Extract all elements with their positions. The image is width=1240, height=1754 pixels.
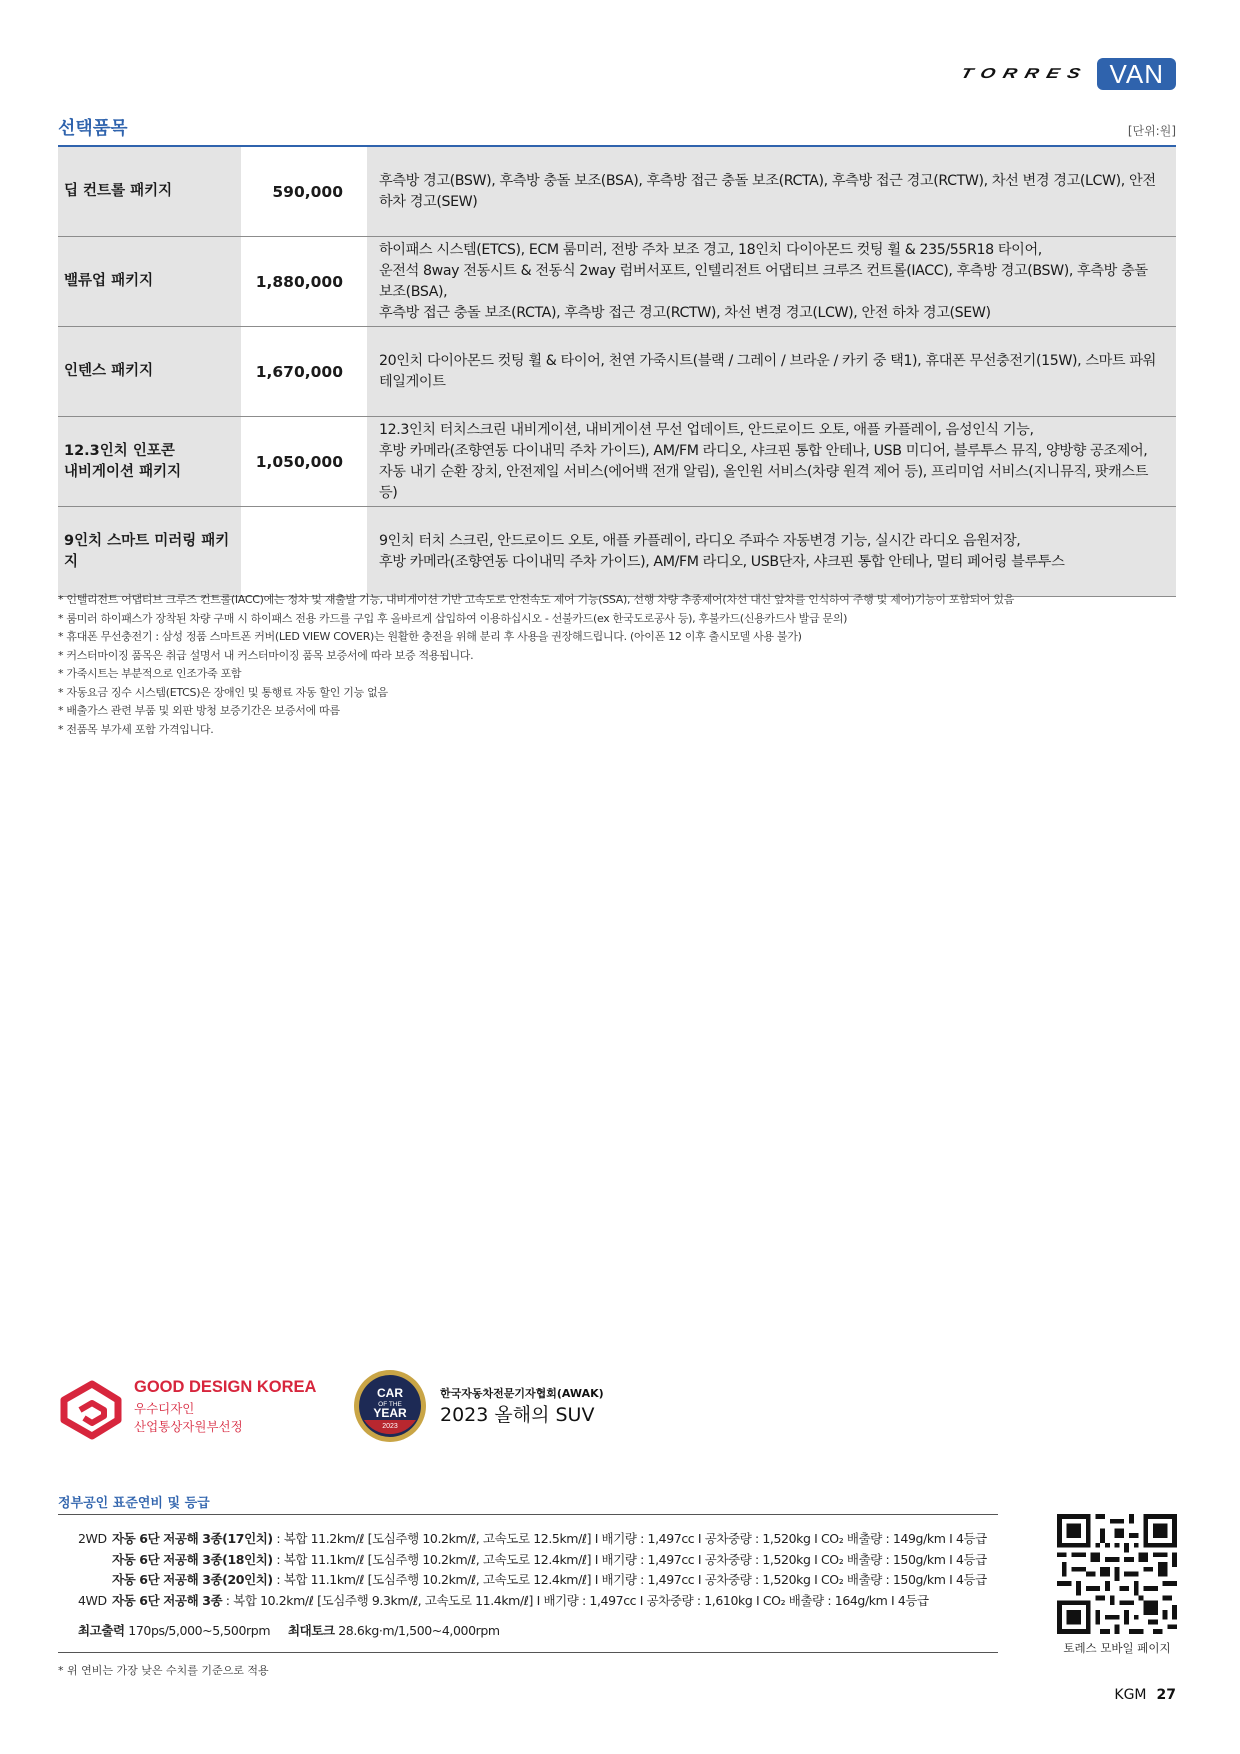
- note-item: * 인텔리전트 어댑티브 크루즈 컨트롤(IACC)에는 정차 및 재출발 기능, 내비게이션 기반 고속도로 안전속도 제어 기능(SSA), 선행 차량 추종제어(차선 대신 앞차를 인식하여 주행 및 제어)기능이 포함되어 있음: [58, 593, 1015, 606]
- fuel-trim-label: 자동 6단 저공해 3종(17인치): [112, 1531, 273, 1546]
- fuel-row: [78, 1550, 987, 1571]
- fuel-section-title: 정부공인 표준연비 및 등급: [58, 1496, 210, 1511]
- good-design-title: GOOD DESIGN KOREA: [134, 1378, 317, 1396]
- note-item: * 가죽시트는 부분적으로 인조가죽 포함: [58, 667, 242, 680]
- fuel-trim-label: 자동 6단 저공해 3종(18인치): [112, 1551, 273, 1567]
- good-design-award: [58, 1378, 318, 1446]
- coty-badge-year: 2023: [382, 1423, 398, 1430]
- option-description: [367, 417, 1176, 507]
- torque-value: 28.6kg·m/1,500~4,000rpm: [338, 1623, 500, 1638]
- fuel-spec: : 복합 11.2km/ℓ [도심주행 10.2km/ℓ, 고속도로 12.5km/ℓ] I 배기량 : 1,497cc I 공차중량 : 1,520kg I CO₂ 배출량 : 149g/km I 4등급: [272, 1531, 987, 1546]
- option-row: [58, 146, 1176, 237]
- performance-line: [78, 1621, 500, 1639]
- fuel-bottom-divider: [58, 1652, 998, 1653]
- option-price: 1,670,000: [241, 327, 367, 417]
- fuel-spec: : 복합 11.1km/ℓ [도심주행 10.2km/ℓ, 고속도로 12.4km/ℓ] I 배기량 : 1,497cc I 공차중량 : 1,520kg I CO₂ 배출량 : 150g/km I 4등급: [272, 1551, 987, 1567]
- fuel-trim-label: 자동 6단 저공해 3종(20인치): [112, 1572, 273, 1587]
- note-item: * 자동요금 징수 시스템(ETCS)은 장애인 및 통행료 자동 할인 기능 없음: [58, 685, 388, 699]
- option-description-line: 자동 내기 순환 장치, 안전제일 서비스(에어백 전개 알림), 올인원 서비스(차량 원격 제어 등), 프리미엄 서비스(지니뮤직, 팟캐스트 등): [379, 463, 1149, 501]
- option-row: [58, 327, 1176, 417]
- page-number: 27: [1156, 1687, 1176, 1703]
- option-row: [58, 417, 1176, 507]
- torque-label: 최대토크: [287, 1623, 335, 1638]
- good-design-line2: 산업통상자원부선정: [134, 1419, 243, 1434]
- van-badge: VAN: [1097, 58, 1176, 90]
- option-price: 1,880,000: [241, 237, 367, 327]
- fuel-row: [78, 1591, 987, 1612]
- option-name-line: 내비게이션 패키지: [64, 463, 182, 480]
- option-description-line: 9인치 터치 스크린, 안드로이드 오토, 애플 카플레이, 라디오 주파수 자동변경 기능, 실시간 라디오 음원저장,: [379, 532, 1021, 549]
- page-footer: [1114, 1687, 1176, 1703]
- option-name-line: 인텐스 패키지: [64, 363, 154, 379]
- note-item: * 커스터마이징 품목은 취급 설명서 내 커스터마이징 품목 보증서에 따라 보증 적용됩니다.: [58, 648, 474, 662]
- fuel-trim-label: 자동 6단 저공해 3종: [112, 1592, 223, 1608]
- option-name-line: 12.3인치 인포콘: [64, 442, 175, 459]
- notes-list: [58, 591, 1014, 739]
- good-design-logo-icon: [58, 1378, 124, 1440]
- option-name: [58, 146, 241, 237]
- option-price: 1,050,000: [241, 417, 367, 507]
- option-name: [58, 237, 241, 327]
- option-name-line: 9인치 스마트 미러링 패키지: [64, 532, 230, 570]
- fuel-top-divider: [58, 1514, 998, 1515]
- option-row: [58, 237, 1176, 327]
- good-design-subtitle: [134, 1400, 243, 1436]
- option-name: [58, 507, 241, 597]
- car-of-the-year-badge-icon: [352, 1368, 428, 1444]
- coty-title: 2023 올해의 SUV: [440, 1404, 595, 1426]
- option-description: [367, 237, 1176, 327]
- option-description-line: 하이패스 시스템(ETCS), ECM 룸미러, 전방 주차 보조 경고, 18인치 다이아몬드 컷팅 휠 & 235/55R18 타이어,: [379, 241, 1042, 258]
- power-value: 170ps/5,000~5,500rpm: [128, 1623, 271, 1638]
- qr-code-icon[interactable]: [1057, 1514, 1177, 1634]
- footer-brand: KGM: [1114, 1687, 1147, 1703]
- note-item: * 룸미러 하이패스가 장착된 차량 구매 시 하이패스 전용 카드를 구입 후 올바르게 삽입하여 이용하십시오 - 선불카드(ex 한국도로공사 등), 후불카드(신용카드사 발급 문의): [58, 611, 848, 625]
- coty-badge-line2: OF THE: [378, 1401, 402, 1408]
- note-item: * 배출가스 관련 부품 및 외판 방청 보증기간은 보증서에 따름: [58, 704, 340, 717]
- option-description: [367, 327, 1176, 417]
- options-table: [58, 145, 1176, 597]
- power-label: 최고출력: [78, 1623, 125, 1638]
- fuel-footnote: * 위 연비는 가장 낮은 수치를 기준으로 적용: [58, 1664, 269, 1677]
- option-description-line: 후측방 경고(BSW), 후측방 충돌 보조(BSA), 후측방 접근 충돌 보조(RCTA), 후측방 접근 경고(RCTW), 차선 변경 경고(LCW), 안전 하차 경고(SEW): [379, 172, 1156, 210]
- note-item: * 휴대폰 무선충전기 : 삼성 정품 스마트폰 커버(LED VIEW COVER)는 원활한 충전을 위해 분리 후 사용을 권장해드립니다. (아이폰 12 이후 출시모델 사용 불가): [58, 630, 802, 643]
- option-description-line: 후방 카메라(조향연동 다이내믹 주차 가이드), AM/FM 라디오, USB단자, 샤크핀 통합 안테나, 멀티 페어링 블루투스: [379, 553, 1065, 570]
- qr-caption: 토레스 모바일 페이지: [1063, 1641, 1171, 1655]
- section-title: 선택품목: [58, 118, 128, 139]
- fuel-drive-type: 4WD: [78, 1592, 107, 1608]
- option-description: [367, 146, 1176, 237]
- note-item: * 전품목 부가세 포함 가격입니다.: [58, 722, 214, 736]
- option-name-line: 딥 컨트롤 패키지: [64, 183, 173, 199]
- option-description: [367, 507, 1176, 597]
- unit-label: [단위:원]: [1127, 124, 1176, 138]
- option-price: 590,000: [241, 146, 367, 237]
- option-name: [58, 417, 241, 507]
- fuel-drive-type: 2WD: [78, 1531, 107, 1546]
- option-description-line: 12.3인치 터치스크린 내비게이션, 내비게이션 무선 업데이트, 안드로이드 오토, 애플 카플레이, 음성인식 기능,: [379, 421, 1034, 438]
- option-description-line: 후측방 접근 충돌 보조(RCTA), 후측방 접근 경고(RCTW), 차선 변경 경고(LCW), 안전 하차 경고(SEW): [379, 304, 991, 321]
- fuel-spec: : 복합 11.1km/ℓ [도심주행 10.2km/ℓ, 고속도로 12.4km/ℓ] I 배기량 : 1,497cc I 공차중량 : 1,520kg I CO₂ 배출량 : 150g/km I 4등급: [272, 1572, 987, 1587]
- option-description-line: 20인치 다이아몬드 컷팅 휠 & 타이어, 천연 가죽시트(블랙 / 그레이 / 브라운 / 카키 중 택1), 휴대폰 무선충전기(15W), 스마트 파워 테일게이트: [379, 352, 1156, 390]
- torres-wordmark: TORRES: [958, 65, 1090, 82]
- coty-badge-line3: YEAR: [373, 1406, 407, 1420]
- option-description-line: 후방 카메라(조향연동 다이내믹 주차 가이드), AM/FM 라디오, 샤크핀 통합 안테나, USB 미디어, 블루투스 뮤직, 양방향 공조제어,: [379, 442, 1148, 459]
- coty-organization: 한국자동차전문기자협회(AWAK): [440, 1387, 604, 1400]
- fuel-row: [78, 1529, 987, 1550]
- option-name: [58, 327, 241, 417]
- option-price: [241, 507, 367, 597]
- fuel-spec: : 복합 10.2km/ℓ [도심주행 9.3km/ℓ, 고속도로 11.4km/ℓ] I 배기량 : 1,497cc I 공차중량 : 1,610kg I CO₂ 배출량 : 164g/km I 4등급: [222, 1592, 929, 1608]
- fuel-row: [78, 1570, 987, 1591]
- good-design-line1: 우수디자인: [134, 1401, 195, 1416]
- torres-van-logo: [958, 58, 1176, 90]
- option-name-line: 밸류업 패키지: [64, 273, 154, 289]
- fuel-spec-list: [78, 1529, 987, 1611]
- option-row: [58, 507, 1176, 597]
- coty-badge-line1: CAR: [377, 1386, 403, 1400]
- option-description-line: 운전석 8way 전동시트 & 전동식 2way 럼버서포트, 인텔리전트 어댑티브 크루즈 컨트롤(IACC), 후측방 경고(BSW), 후측방 충돌 보조(BSA),: [379, 262, 1148, 300]
